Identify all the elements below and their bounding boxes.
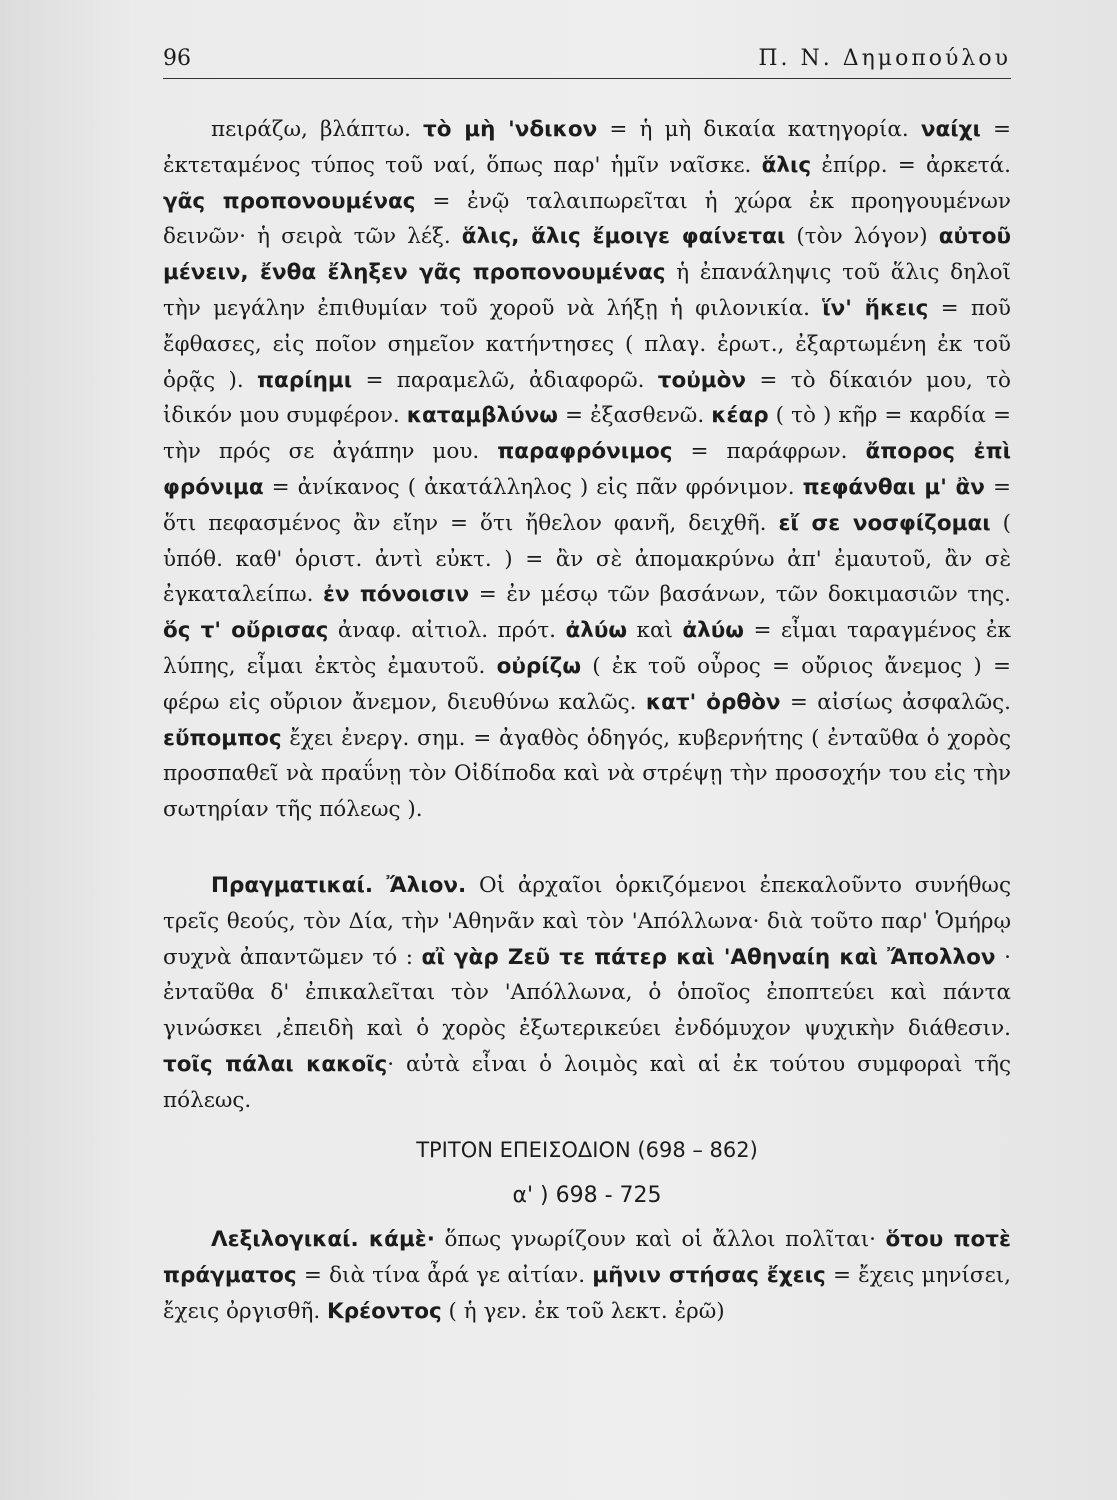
gloss-text: · αὐτὰ εἶναι ὁ λοιμὸς καὶ αἱ ἐκ τούτου συμφοραὶ τῆς πόλεως. xyxy=(163,1051,1012,1113)
gloss-text: πειράζω, βλάπτω. xyxy=(211,117,424,142)
gloss-text: = αἰσίως ἀσφαλῶς. xyxy=(780,689,1011,715)
gloss-text: · ἐνταῦθα δ' ἐπικαλεῖται τὸν 'Απόλλωνα, ὁ ὁποῖος ἐποπτεύει καὶ πάντα γινώσκει ,ἐπειδὴ καὶ ὁ χορὸς ἐξωτερικεύει ἐνδόμυχον ψυχικὴν διάθεσιν. xyxy=(163,944,1011,1042)
gloss-text: ἔχει ἐνεργ. σημ. = ἀγαθὸς ὁδηγός, κυβερνήτης ( ἐνταῦθα ὁ χορὸς προσπαθεῖ νὰ πραΰνῃ τὸν Οἰδίποδα καὶ νὰ στρέψῃ τὴν προσοχήν του εἰς τὴν σωτηρίαν τῆς πόλεως ). xyxy=(163,725,1011,823)
lemma-term: Λεξιλογικαί. xyxy=(211,1227,369,1253)
lemma-term: αὐτοῦ μένειν, ἔνθα ἔληξεν γᾶς προπονουμένας xyxy=(163,224,1012,286)
gloss-text: = παραμελῶ, ἀδιαφορῶ. xyxy=(352,367,658,393)
lemma-term: ὅτου ποτὲ πράγματος xyxy=(163,1227,1011,1288)
subsection-title: α' ) 698 - 725 xyxy=(512,1183,662,1209)
lemma-term: γᾶς προπονουμένας xyxy=(163,188,416,214)
page-header xyxy=(163,44,1011,79)
gloss-text: = ἐν μέσῳ τῶν βασάνων, τῶν δοκιμασιῶν της. xyxy=(469,582,1011,608)
lemma-term: κάμὲ· xyxy=(368,1227,435,1253)
lemma-term: παραφρόνιμος xyxy=(497,439,673,465)
gloss-text: ἐπίρρ. = ἀρκετά. xyxy=(811,152,1011,178)
gloss-text: = διὰ τίνα ἆρά γε αἰτίαν. xyxy=(296,1262,593,1288)
gloss-text: ( τὸ ) κῆρ = καρδία = τὴν πρός σε ἀγάπην μου. xyxy=(163,403,1011,465)
page-body xyxy=(163,112,1011,1330)
paragraph-gap xyxy=(163,828,1011,868)
lemma-term: μῆνιν στήσας ἔχεις xyxy=(592,1262,826,1288)
lemma-term: εἴ σε νοσφίζομαι xyxy=(778,510,991,536)
gloss-text: (τὸν λόγον) xyxy=(785,224,939,250)
lemma-term: ὅς τ' οὔρισας xyxy=(163,618,329,644)
lemma-term: ἅλις xyxy=(761,152,812,178)
gloss-text: Οἱ ἀρχαῖοι ὁρκιζόμενοι ἐπεκαλοῦντο συνήθως τρεῖς θεούς, τὸν Δία, τὴν 'Αθηνᾶν καὶ τὸν 'Απόλλωνα· διὰ τοῦτο παρ' Ὁμήρῳ συχνὰ ἀπαντῶμεν τό : xyxy=(163,872,1011,970)
page-number: 96 xyxy=(163,46,191,71)
gloss-text: = εἶμαι ταραγμένος ἐκ λύπης, εἶμαι ἐκτὸς ἐμαυτοῦ. xyxy=(163,618,1011,679)
lemma-term: Κρέοντος xyxy=(327,1298,442,1324)
lemma-term: ἵν' ἥκεις xyxy=(822,295,929,321)
paragraph-factual-notes xyxy=(163,868,1011,1119)
lemma-term: ἀλύω xyxy=(682,618,744,644)
paragraph-glossary-1 xyxy=(163,112,1011,828)
gloss-text: ( ἡ γεν. ἐκ τοῦ λεκτ. ἐρῶ) xyxy=(441,1298,725,1324)
gloss-text: = ἡ μὴ δικαία κατηγορία. xyxy=(597,117,921,142)
lemma-term: πεφάνθαι μ' ἂν xyxy=(802,474,985,500)
gloss-text: = ἐκτεταμένος τύπος τοῦ ναί, ὅπως παρ' ἡμῖν ναῖσκε. xyxy=(163,117,1012,178)
gloss-text: = τὸ δίκαιόν μου, τὸ ἰδικόν μου συμφέρον. xyxy=(163,367,1011,429)
gloss-text: = ποῦ ἔφθασες, εἰς ποῖον σημεῖον κατήντησες ( πλαγ. ἐρωτ., ἐξαρτωμένη ἐκ τοῦ ὁρᾷς ). xyxy=(163,295,1011,393)
lemma-term: τοὐμὸν xyxy=(657,367,747,393)
lemma-term: Ἄλιον. xyxy=(386,872,467,898)
gloss-text: ὅπως γνωρίζουν καὶ οἱ ἄλλοι πολῖται· xyxy=(434,1227,886,1253)
lemma-term: ἐν πόνοισιν xyxy=(323,582,470,608)
running-head: Π. Ν. Δημοπούλου xyxy=(758,46,1011,71)
paragraph-glossary-2 xyxy=(163,1222,1011,1329)
gloss-text: = ἀνίκανος ( ἀκατάλληλος ) εἰς πᾶν φρόνιμον. xyxy=(263,474,803,500)
lemma-term: καταμβλύνω xyxy=(406,403,558,429)
lemma-term: ἅλις, ἅλις ἔμοιγε φαίνεται xyxy=(461,224,786,250)
gloss-text: = ἐξασθενῶ. xyxy=(557,403,712,429)
lemma-term: παρίημι xyxy=(257,367,353,393)
gloss-text: = ἐνῷ ταλαιπωρεῖται ἡ χώρα ἐκ προηγουμένων δεινῶν· ἡ σειρὰ τῶν λέξ. xyxy=(163,188,1011,250)
gloss-text: = ἔχεις μηνίσει, ἔχεις ὀργισθῆ. xyxy=(163,1262,1011,1324)
lemma-term: κατ' ὀρθὸν xyxy=(645,689,781,715)
gloss-text: ( ὑπόθ. καθ' ὁριστ. ἀντὶ εὐκτ. ) = ἂν σὲ ἀπομακρύνω ἀπ' ἐμαυτοῦ, ἂν σὲ ἐγκαταλείπω. xyxy=(163,510,1012,608)
lemma-term: τοῖς πάλαι κακοῖς xyxy=(163,1051,388,1077)
lemma-term: Πραγματικαί. xyxy=(211,872,387,898)
lemma-term: ἄπορος ἐπὶ φρόνιμα xyxy=(163,439,1011,500)
lemma-term: τὸ μὴ 'νδικον xyxy=(423,117,598,142)
lemma-term: ἀλύω xyxy=(565,618,628,644)
lemma-term: κέαρ xyxy=(711,403,769,429)
lemma-term: αἲ γὰρ Ζεῦ τε πάτερ καὶ 'Αθηναίη καὶ Ἄπολλον xyxy=(421,944,996,970)
gloss-text: καὶ xyxy=(627,618,683,644)
gloss-text: = παράφρων. xyxy=(672,439,866,465)
section-title: ΤΡΙΤΟΝ ΕΠΕΙΣΟΔΙΟΝ (698 – 862) xyxy=(416,1137,758,1162)
lemma-term: εὔπομπος xyxy=(163,725,282,751)
gloss-text: ἡ ἐπανάληψις τοῦ ἅλις δηλοῖ τὴν μεγάλην ἐπιθυμίαν τοῦ χοροῦ νὰ λήξῃ ἡ φιλονικία. xyxy=(163,260,1011,321)
gloss-text: ἀναφ. αἰτιολ. πρότ. xyxy=(328,618,566,644)
gloss-text: ( ἐκ τοῦ οὖρος = οὔριος ἄνεμος ) = φέρω εἰς οὔριον ἄνεμον, διευθύνω καλῶς. xyxy=(163,653,1012,715)
lemma-term: οὐρίζω xyxy=(496,653,582,679)
gloss-text: = ὅτι πεφασμένος ἂν εἴην = ὅτι ἤθελον φανῆ, δειχθῆ. xyxy=(163,474,1011,536)
lemma-term: ναίχι xyxy=(920,117,981,142)
